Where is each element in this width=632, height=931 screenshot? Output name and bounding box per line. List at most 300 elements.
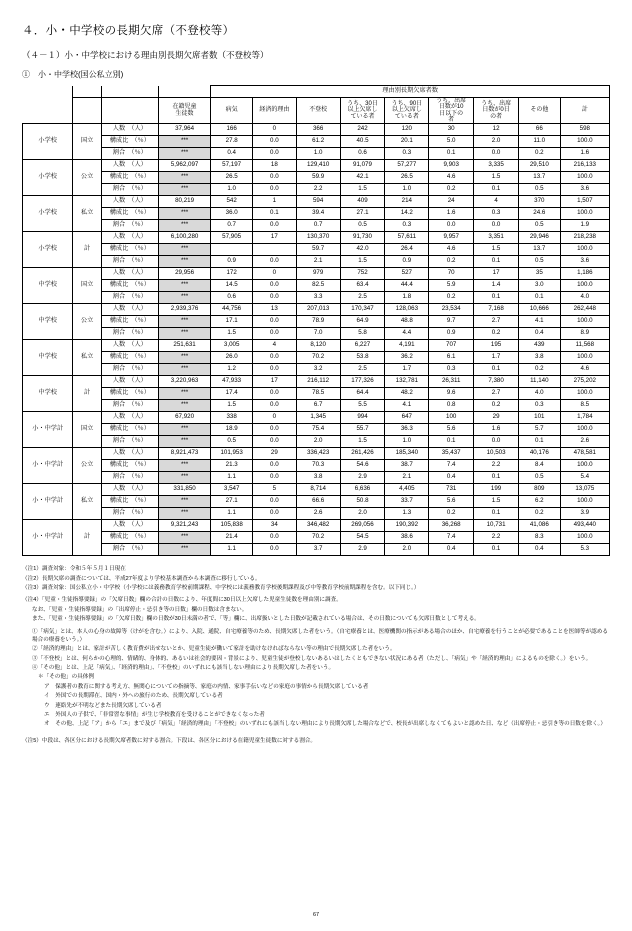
cell-value: 0.9	[429, 328, 474, 340]
table-row	[23, 316, 610, 328]
cell-value: 190,392	[385, 520, 429, 532]
cell-value: 4	[474, 196, 519, 208]
row-label-founder: 私立	[73, 484, 101, 520]
long-absence-table	[22, 85, 610, 556]
row-label-kind: 構成比 （％）	[101, 280, 158, 292]
cell-value: 542	[211, 196, 253, 208]
cell-value: 8,120	[296, 340, 340, 352]
document-page	[0, 22, 632, 931]
cell-value: 2.2	[296, 184, 340, 196]
cell-value: 1.6	[560, 148, 609, 160]
row-label-founder: 国立	[73, 268, 101, 304]
cell-value: 38.7	[385, 460, 429, 472]
cell-value: 0	[252, 124, 296, 136]
spacer-cell-founder	[73, 86, 101, 98]
cell-value: 3,547	[211, 484, 253, 496]
cell-value: 1.6	[474, 424, 519, 436]
cell-value: 27.8	[211, 136, 253, 148]
cell-value: 2.9	[340, 472, 385, 484]
cell-value: 527	[385, 268, 429, 280]
cell-value: 0.3	[519, 400, 561, 412]
row-label-kind: 人数 （人）	[101, 340, 158, 352]
row-label-kind: 構成比 （％）	[101, 172, 158, 184]
cell-value: 0.0	[252, 292, 296, 304]
cell-value: 59.9	[296, 172, 340, 184]
row-label-kind: 割合 （％）	[101, 436, 158, 448]
cell-value: 40.5	[340, 136, 385, 148]
note-4a: なお、「児童・生徒指導要録」の「出席停止・忌引き等の日数」欄の日数は含まない。	[32, 606, 248, 613]
cell-value: 78.9	[296, 316, 340, 328]
note-4c4: ④「その他」とは、上記「病気」、「経済的理由」、「不登校」のいずれにも該当しない理由により長期欠席した者をいう。	[32, 665, 335, 672]
cell-value: 17.1	[211, 316, 253, 328]
cell-value: 50.8	[340, 496, 385, 508]
cell-value: 13.7	[519, 172, 561, 184]
notes-block	[22, 565, 612, 729]
cell-value: 41,086	[519, 520, 561, 532]
note-1: （注1）調査対象：令和５年５月１日現在	[22, 566, 126, 573]
group-header-reasons: 理由別長期欠席者数	[211, 86, 610, 98]
cell-value: 216,133	[560, 160, 609, 172]
cell-value: 5.9	[429, 280, 474, 292]
cell-value: 0.7	[296, 220, 340, 232]
cell-enrolled: 6,100,280	[158, 232, 211, 244]
column-header-futoko: 不登校	[296, 98, 340, 124]
cell-enrolled: 29,956	[158, 268, 211, 280]
cell-value: 2.5	[340, 364, 385, 376]
cell-value: 0.1	[474, 256, 519, 268]
cell-value: 91,079	[340, 160, 385, 172]
cell-value: 75.4	[296, 424, 340, 436]
cell-value: 0.0	[252, 256, 296, 268]
cell-value: 4.1	[519, 316, 561, 328]
cell-value: 8.4	[519, 460, 561, 472]
cell-value: 0.0	[252, 508, 296, 520]
row-label-kind: 割合 （％）	[101, 544, 158, 556]
cell-value: 2.6	[296, 508, 340, 520]
cell-value: 478,581	[560, 448, 609, 460]
cell-value: 0.5	[519, 256, 561, 268]
cell-value: 24	[429, 196, 474, 208]
note-2: （注2）長期欠席の調査については、平成27年度より学校基本調査から本調査に移行している。	[22, 575, 261, 582]
spacer-cell-founder-2	[73, 98, 101, 124]
table-row	[23, 340, 610, 352]
cell-value: 29,510	[519, 160, 561, 172]
cell-value: 4.6	[429, 244, 474, 256]
cell-value: 70.3	[296, 460, 340, 472]
cell-value: 216,112	[296, 376, 340, 388]
column-header-other: その他	[519, 98, 561, 124]
cell-value: 166	[211, 124, 253, 136]
cell-value: 29	[252, 448, 296, 460]
cell-value: 0.4	[519, 544, 561, 556]
row-label-school: 中学校	[23, 340, 73, 376]
cell-enrolled: 80,219	[158, 196, 211, 208]
cell-enrolled: ***	[158, 544, 211, 556]
cell-value: 7,380	[474, 376, 519, 388]
table-row	[23, 400, 610, 412]
cell-value: 1.7	[474, 352, 519, 364]
cell-value: 2.7	[474, 316, 519, 328]
cell-value: 66.6	[296, 496, 340, 508]
cell-value: 1.5	[340, 184, 385, 196]
cell-value: 14.5	[211, 280, 253, 292]
cell-value: 23,534	[429, 304, 474, 316]
cell-value: 275,202	[560, 376, 609, 388]
row-label-school: 小学校	[23, 160, 73, 196]
cell-value: 1,345	[296, 412, 340, 424]
cell-value: 4.1	[385, 400, 429, 412]
row-label-founder: 計	[73, 520, 101, 556]
cell-enrolled: ***	[158, 244, 211, 256]
cell-value: 21.4	[211, 532, 253, 544]
cell-value: 57,611	[385, 232, 429, 244]
cell-value: 0.7	[211, 220, 253, 232]
cell-value: 1.9	[560, 220, 609, 232]
page-title: ４．小・中学校の長期欠席（不登校等）	[22, 25, 235, 37]
cell-value: 170,347	[340, 304, 385, 316]
table-row	[23, 292, 610, 304]
table-row	[23, 208, 610, 220]
row-label-founder: 計	[73, 376, 101, 412]
cell-value: 7,168	[474, 304, 519, 316]
cell-value: 78.5	[296, 388, 340, 400]
row-label-kind: 割合 （％）	[101, 220, 158, 232]
cell-value: 3.7	[296, 544, 340, 556]
cell-value: 4	[252, 340, 296, 352]
cell-enrolled: ***	[158, 364, 211, 376]
cell-value: 199	[474, 484, 519, 496]
cell-value: 346,482	[296, 520, 340, 532]
cell-value: 0.2	[519, 148, 561, 160]
cell-value: 0.0	[252, 148, 296, 160]
row-label-school: 小・中学計	[23, 520, 73, 556]
cell-value: 3.6	[560, 184, 609, 196]
cell-value: 54.6	[340, 460, 385, 472]
cell-value: 3,005	[211, 340, 253, 352]
cell-value: 0.6	[211, 292, 253, 304]
cell-value: 1.7	[385, 364, 429, 376]
cell-value: 338	[211, 412, 253, 424]
cell-value: 120	[385, 124, 429, 136]
cell-value: 8.3	[519, 532, 561, 544]
cell-value: 195	[474, 340, 519, 352]
cell-value: 0.0	[252, 424, 296, 436]
cell-enrolled: 67,920	[158, 412, 211, 424]
cell-value: 3.8	[296, 472, 340, 484]
row-label-kind: 人数 （人）	[101, 124, 158, 136]
cell-value: 0.2	[474, 328, 519, 340]
cell-value: 0.3	[385, 148, 429, 160]
cell-value: 0.0	[252, 364, 296, 376]
table-group-header-row	[23, 86, 610, 98]
cell-enrolled: ***	[158, 496, 211, 508]
cell-enrolled: ***	[158, 424, 211, 436]
cell-value: 2.9	[340, 544, 385, 556]
table-row	[23, 364, 610, 376]
cell-value	[252, 244, 296, 256]
cell-value: 26,311	[429, 376, 474, 388]
table-row	[23, 376, 610, 388]
cell-value: 409	[340, 196, 385, 208]
cell-value: 0.2	[429, 256, 474, 268]
note-4: （注4）「児童・生徒指導要録」の「欠席日数」欄の合計の日数により、年度間に30日以上欠席した児童生徒数を理由別に調査。	[22, 597, 342, 604]
cell-value: 17	[252, 232, 296, 244]
row-label-founder: 国立	[73, 412, 101, 448]
cell-value: 27.1	[340, 208, 385, 220]
cell-value: 172	[211, 268, 253, 280]
cell-value: 66	[519, 124, 561, 136]
cell-value: 269,056	[340, 520, 385, 532]
cell-value: 0.0	[474, 436, 519, 448]
note-4d-c: ウ 連絡先が不明などまた長期欠席している者	[44, 702, 162, 709]
cell-value: 370	[519, 196, 561, 208]
column-header-enrolled: 在籍児童 生徒数	[158, 98, 211, 124]
table-row	[23, 172, 610, 184]
cell-value: 3,351	[474, 232, 519, 244]
cell-value: 11,568	[560, 340, 609, 352]
cell-value: 100.0	[560, 460, 609, 472]
cell-value: 9,903	[429, 160, 474, 172]
cell-value: 36,268	[429, 520, 474, 532]
cell-enrolled: 8,921,473	[158, 448, 211, 460]
cell-value: 493,440	[560, 520, 609, 532]
row-label-kind: 構成比 （％）	[101, 532, 158, 544]
table-row	[23, 412, 610, 424]
cell-value: 1.4	[474, 280, 519, 292]
row-label-founder: 私立	[73, 196, 101, 232]
cell-enrolled: ***	[158, 280, 211, 292]
cell-value: 1.6	[429, 208, 474, 220]
cell-value	[211, 244, 253, 256]
cell-enrolled: 331,850	[158, 484, 211, 496]
cell-value: 44.4	[385, 280, 429, 292]
cell-value: 0.1	[252, 208, 296, 220]
row-label-kind: 割合 （％）	[101, 508, 158, 520]
cell-value: 5.7	[519, 424, 561, 436]
cell-value: 0.0	[252, 352, 296, 364]
cell-value: 3.8	[519, 352, 561, 364]
cell-enrolled: ***	[158, 472, 211, 484]
cell-value: 2.7	[474, 388, 519, 400]
cell-enrolled: ***	[158, 136, 211, 148]
table-row	[23, 484, 610, 496]
note-4c3: ③「不登校」とは、何らかの心理的、情緒的、身体的、あるいは社会的要因・背景により、児童生徒が登校しないあるいはしたくともできない状況にある者（ただし、「病気」や「経済的理由」によるものを除く。）をいう。	[32, 655, 592, 662]
row-label-kind: 割合 （％）	[101, 328, 158, 340]
cell-value: 0.0	[252, 400, 296, 412]
cell-value: 0	[252, 268, 296, 280]
cell-value: 4.0	[560, 292, 609, 304]
cell-value: 59.7	[296, 244, 340, 256]
cell-value: 0.4	[429, 472, 474, 484]
cell-value: 26.4	[385, 244, 429, 256]
row-label-kind: 構成比 （％）	[101, 136, 158, 148]
cell-value: 5.6	[429, 496, 474, 508]
cell-value: 17	[474, 268, 519, 280]
cell-value: 0.1	[474, 364, 519, 376]
cell-enrolled: ***	[158, 352, 211, 364]
table-row	[23, 256, 610, 268]
cell-value: 55.7	[340, 424, 385, 436]
cell-value: 0.5	[519, 220, 561, 232]
cell-value: 3,335	[474, 160, 519, 172]
table-row	[23, 508, 610, 520]
page-number: 67	[312, 912, 320, 918]
cell-value: 262,448	[560, 304, 609, 316]
cell-value: 0.1	[474, 472, 519, 484]
cell-value: 2.0	[474, 136, 519, 148]
cell-value: 5.3	[560, 544, 609, 556]
cell-value: 57,197	[211, 160, 253, 172]
cell-value: 57,905	[211, 232, 253, 244]
note-4d-a: ア 保護者の教育に関する考え方、無関心についての指摘等、家庭の内情、家事手伝いなどの家庭の事情から長期欠席している者	[44, 683, 369, 690]
cell-value: 0.0	[252, 388, 296, 400]
cell-enrolled: 37,964	[158, 124, 211, 136]
cell-value: 1.0	[211, 184, 253, 196]
cell-value: 8,714	[296, 484, 340, 496]
cell-value: 994	[340, 412, 385, 424]
row-label-kind: 構成比 （％）	[101, 424, 158, 436]
cell-value: 0.3	[474, 208, 519, 220]
cell-value: 0.0	[252, 328, 296, 340]
row-label-founder: 公立	[73, 304, 101, 340]
cell-value: 14.2	[385, 208, 429, 220]
cell-value: 5.8	[340, 328, 385, 340]
cell-value: 100.0	[560, 496, 609, 508]
cell-value: 0.1	[474, 544, 519, 556]
cell-value: 70	[429, 268, 474, 280]
row-label-school: 小・中学計	[23, 448, 73, 484]
cell-value: 0.4	[429, 544, 474, 556]
cell-value: 33.7	[385, 496, 429, 508]
note-4c2: ②「経済的理由」とは、家計が苦しく教育費が出せないとか、児童生徒が働いて家計を助けなければならない等の理由で長期欠席した者をいう。	[32, 646, 396, 653]
cell-value: 29	[474, 412, 519, 424]
cell-value: 0.5	[519, 472, 561, 484]
table-row	[23, 304, 610, 316]
cell-value: 132,781	[385, 376, 429, 388]
row-label-founder: 公立	[73, 448, 101, 484]
cell-value: 9,957	[429, 232, 474, 244]
row-label-school: 小学校	[23, 232, 73, 268]
cell-value: 36.0	[211, 208, 253, 220]
cell-value: 0.2	[519, 364, 561, 376]
row-label-kind: 割合 （％）	[101, 400, 158, 412]
cell-value: 17	[252, 376, 296, 388]
note-4b: また、「児童・生徒指導要録」の「欠席日数」欄の日数が30日未満の者で、「等」欄に、出席扱いとした日数が記載されている場合は、その日数についても欠席日数として考える。	[32, 616, 480, 623]
cell-value: 1.5	[474, 244, 519, 256]
cell-value: 5.4	[560, 472, 609, 484]
cell-value: 54.5	[340, 532, 385, 544]
spacer-cell-school	[23, 86, 73, 98]
cell-enrolled: ***	[158, 208, 211, 220]
cell-value: 0.0	[252, 436, 296, 448]
cell-value: 214	[385, 196, 429, 208]
cell-value: 29,946	[519, 232, 561, 244]
cell-value: 35	[519, 268, 561, 280]
cell-value: 0.0	[474, 148, 519, 160]
cell-value: 4,191	[385, 340, 429, 352]
cell-value: 1.2	[211, 364, 253, 376]
cell-enrolled: ***	[158, 400, 211, 412]
cell-value: 9.6	[429, 388, 474, 400]
row-label-kind: 人数 （人）	[101, 484, 158, 496]
cell-enrolled: ***	[158, 532, 211, 544]
cell-value: 13.7	[519, 244, 561, 256]
cell-value: 13	[252, 304, 296, 316]
cell-value: 61.2	[296, 136, 340, 148]
column-header-over30: うち、30日 以上欠席し ている者	[340, 98, 385, 124]
row-label-kind: 構成比 （％）	[101, 460, 158, 472]
cell-value: 3.9	[560, 508, 609, 520]
cell-value: 1	[252, 196, 296, 208]
cell-value: 0.5	[340, 220, 385, 232]
cell-value: 1,186	[560, 268, 609, 280]
table-row	[23, 136, 610, 148]
table-row	[23, 232, 610, 244]
cell-enrolled: 5,962,097	[158, 160, 211, 172]
cell-value: 57,277	[385, 160, 429, 172]
cell-value: 53.8	[340, 352, 385, 364]
cell-value: 207,013	[296, 304, 340, 316]
cell-enrolled: ***	[158, 256, 211, 268]
cell-value: 1,507	[560, 196, 609, 208]
cell-value: 0.5	[519, 184, 561, 196]
cell-value: 5	[252, 484, 296, 496]
row-label-kind: 割合 （％）	[101, 148, 158, 160]
cell-value: 63.4	[340, 280, 385, 292]
cell-value: 101,953	[211, 448, 253, 460]
cell-value: 0.0	[252, 136, 296, 148]
row-label-kind: 割合 （％）	[101, 292, 158, 304]
cell-value: 39.4	[296, 208, 340, 220]
cell-value: 36.2	[385, 352, 429, 364]
cell-value: 4.0	[519, 388, 561, 400]
table-row	[23, 388, 610, 400]
cell-value: 0.1	[519, 436, 561, 448]
row-label-founder: 私立	[73, 340, 101, 376]
cell-value: 5.5	[340, 400, 385, 412]
cell-value: 8.9	[560, 328, 609, 340]
table-row	[23, 532, 610, 544]
cell-value: 44,756	[211, 304, 253, 316]
cell-value: 3.6	[560, 256, 609, 268]
cell-value: 1.0	[385, 436, 429, 448]
cell-value: 34	[252, 520, 296, 532]
cell-value: 0.1	[474, 508, 519, 520]
cell-value: 0.1	[474, 184, 519, 196]
cell-value: 2.2	[474, 532, 519, 544]
cell-value: 40,176	[519, 448, 561, 460]
cell-value: 0.1	[429, 148, 474, 160]
cell-value: 100.0	[560, 532, 609, 544]
cell-value: 30	[429, 124, 474, 136]
cell-value: 6.2	[519, 496, 561, 508]
cell-value: 13,075	[560, 484, 609, 496]
table-row	[23, 124, 610, 136]
row-label-kind: 人数 （人）	[101, 448, 158, 460]
cell-value: 24.6	[519, 208, 561, 220]
column-header-economic: 経済的理由	[252, 98, 296, 124]
cell-value: 242	[340, 124, 385, 136]
cell-value: 100	[429, 412, 474, 424]
cell-value: 0.0	[429, 220, 474, 232]
row-label-kind: 人数 （人）	[101, 304, 158, 316]
cell-value: 0.3	[385, 220, 429, 232]
cell-value: 100.0	[560, 316, 609, 328]
cell-value: 130,370	[296, 232, 340, 244]
cell-value: 0.0	[252, 316, 296, 328]
table-row	[23, 160, 610, 172]
note-4d-b: イ 外国での長期滞在、国内・外への旅行のため、長期欠席している者	[44, 693, 223, 700]
